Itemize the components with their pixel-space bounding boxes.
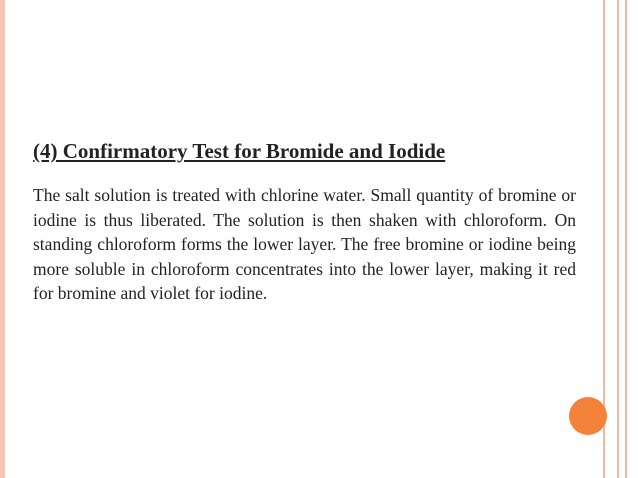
slide-heading: (4) Confirmatory Test for Bromide and Iodide: [33, 139, 446, 163]
right-border-line: [617, 0, 619, 478]
orange-circle-decoration: [569, 397, 607, 435]
left-border-decoration: [0, 0, 5, 478]
slide-body-text: The salt solution is treated with chlorine water. Small quantity of bromine or iodine is thus liberated. The solution is then shaken with chloroform. On standing chloroform forms the lower layer. The free bromine or iodine being more soluble in chloroform concentrates into the lower layer, making it red for bromine and violet for iodine.: [33, 185, 576, 303]
right-border-line: [625, 0, 627, 478]
